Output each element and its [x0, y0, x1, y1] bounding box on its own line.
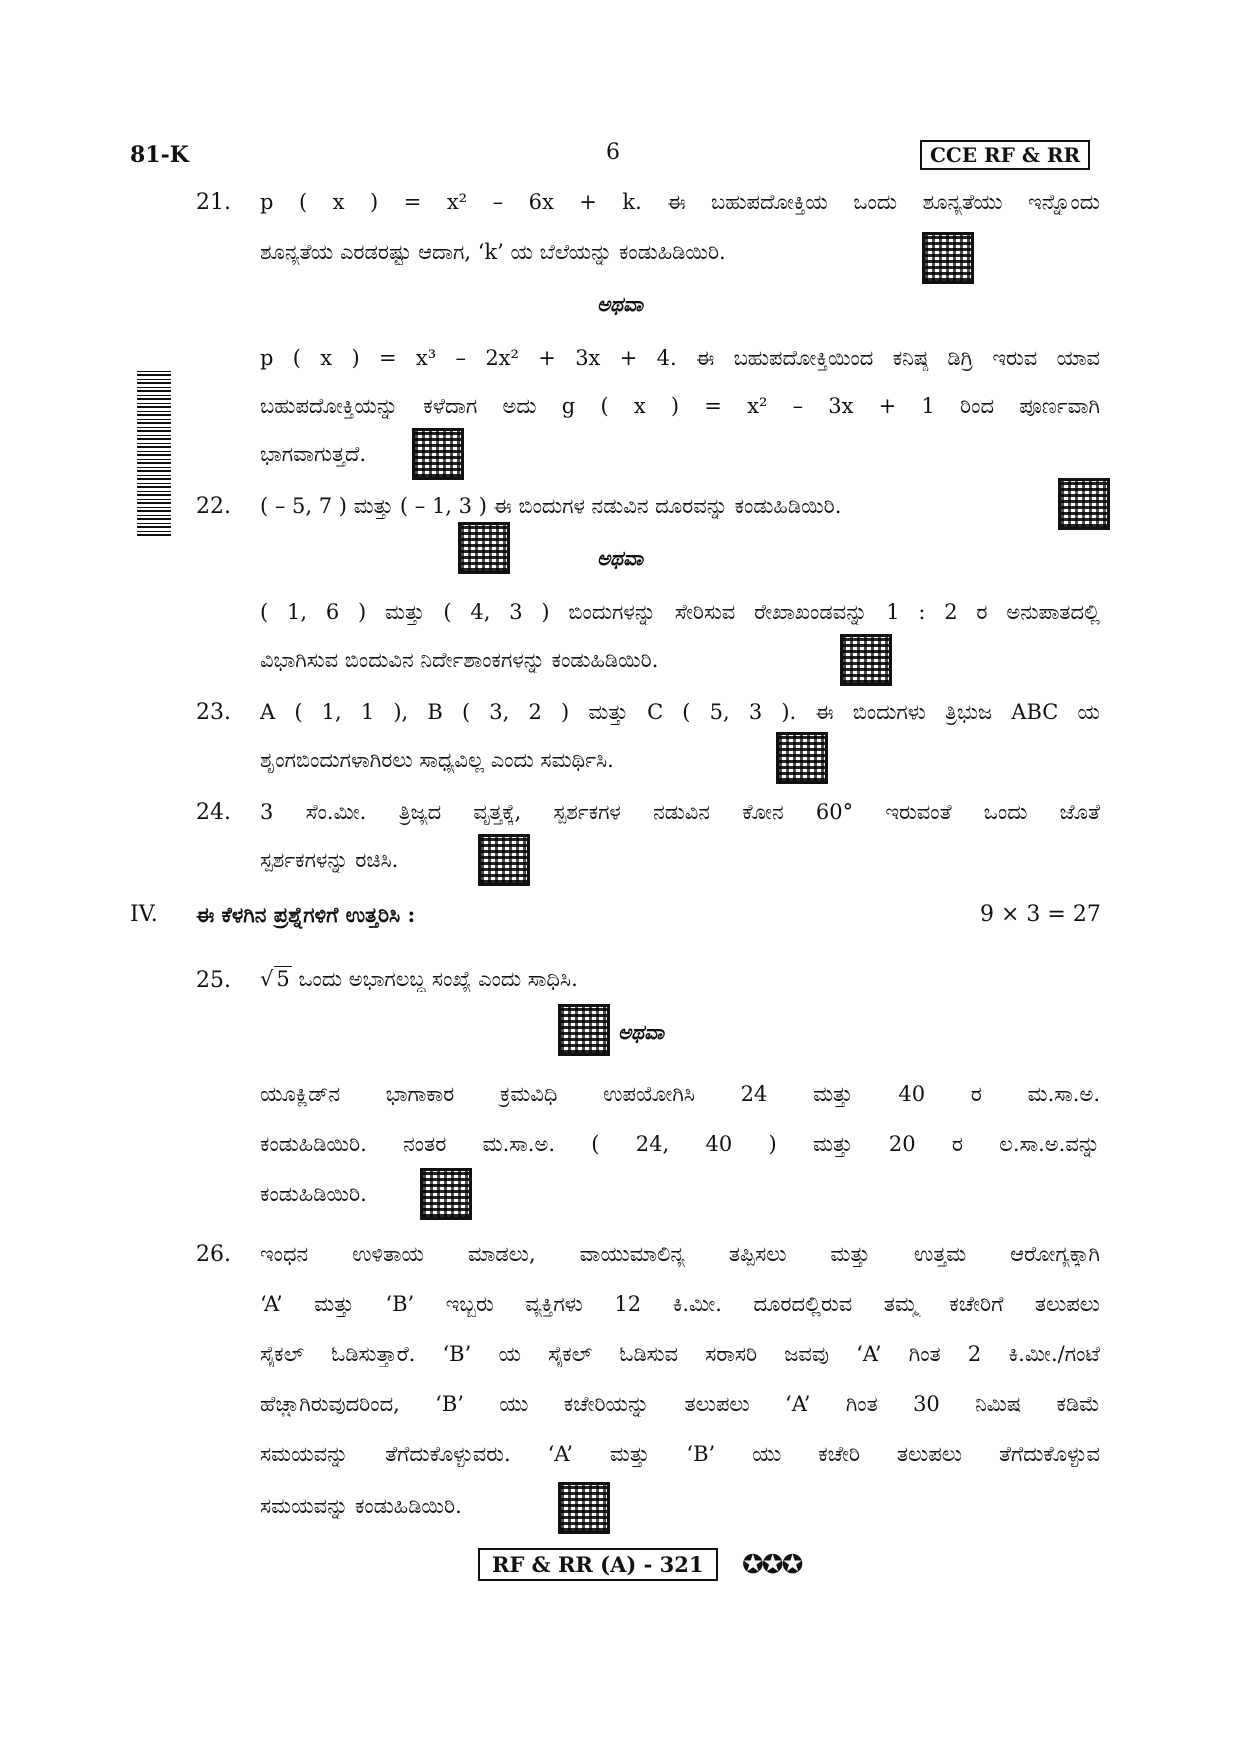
- q21-alt-line3: ಭಾಗವಾಗುತ್ತದೆ.: [260, 442, 367, 466]
- q22-line1: ( – 5, 7 ) ಮತ್ತು ( – 1, 3 ) ಈ ಬಿಂದುಗಳ ನಡುವಿನ ದೂರವನ್ನು ಕಂಡುಹಿಡಿಯಿರಿ.: [260, 494, 842, 518]
- q21-alt-line1: p ( x ) = x³ – 2x² + 3x + 4. ಈ ಬಹುಪದೋಕ್ತಿಯಿಂದ ಕನಿಷ್ಠ ಡಿಗ್ರಿ ಇರುವ ಯಾವ: [260, 346, 1100, 370]
- q26-number: 26.: [196, 1242, 231, 1267]
- qr-code-icon: [922, 232, 974, 284]
- q22-number: 22.: [196, 494, 231, 519]
- section-title: ಈ ಕೆಳಗಿನ ಪ್ರಶ್ನೆಗಳಿಗೆ ಉತ್ತರಿಸಿ :: [196, 902, 416, 927]
- barcode-icon: [137, 368, 171, 536]
- section-marks: 9 × 3 = 27: [980, 902, 1101, 927]
- page-number: 6: [606, 140, 620, 165]
- q25-radicand: 5: [276, 967, 290, 991]
- q26-line6: ಸಮಯವನ್ನು ಕಂಡುಹಿಡಿಯಿರಿ.: [260, 1494, 462, 1518]
- q25-number: 25.: [196, 968, 231, 993]
- qr-code-icon: [776, 732, 828, 784]
- q25-text: ಒಂದು ಅಭಾಗಲಬ್ಧ ಸಂಖ್ಯೆ ಎಂದು ಸಾಧಿಸಿ.: [291, 967, 578, 991]
- q21-line2: ಶೂನ್ಯತೆಯ ಎರಡರಷ್ಟು ಆದಾಗ, ‘k’ ಯ ಬೆಲೆಯನ್ನು ಕಂಡುಹಿಡಿಯಿರಿ.: [260, 240, 726, 264]
- footer-stars: ✪✪✪: [742, 1550, 802, 1580]
- qr-code-icon: [558, 1004, 610, 1056]
- q22-alt-line2: ವಿಭಾಗಿಸುವ ಬಿಂದುವಿನ ನಿರ್ದೇಶಾಂಕಗಳನ್ನು ಕಂಡುಹಿಡಿಯಿರಿ.: [260, 648, 659, 672]
- qr-code-icon: [458, 522, 510, 574]
- q24-line2: ಸ್ಪರ್ಶಕಗಳನ್ನು ರಚಿಸಿ.: [260, 848, 399, 872]
- q26-line2: ‘A’ ಮತ್ತು ‘B’ ಇಬ್ಬರು ವ್ಯಕ್ತಿಗಳು 12 ಕಿ.ಮೀ. ದೂರದಲ್ಲಿರುವ ತಮ್ಮ ಕಚೇರಿಗೆ ತಲುಪಲು: [260, 1292, 1100, 1316]
- q25-alt-line2: ಕಂಡುಹಿಡಿಯಿರಿ. ನಂತರ ಮ.ಸಾ.ಅ. ( 24, 40 ) ಮತ್ತು 20 ರ ಲ.ಸಾ.ಅ.ವನ್ನು: [260, 1132, 1100, 1156]
- q25-alt-line1: ಯೂಕ್ಲಿಡ್‌ನ ಭಾಗಾಕಾರ ಕ್ರಮವಿಧಿ ಉಪಯೋಗಿಸಿ 24 ಮತ್ತು 40 ರ ಮ.ಸಾ.ಅ.: [260, 1082, 1100, 1106]
- series-box: CCE RF & RR: [920, 140, 1090, 170]
- q23-line1: A ( 1, 1 ), B ( 3, 2 ) ಮತ್ತು C ( 5, 3 ). ಈ ಬಿಂದುಗಳು ತ್ರಿಭುಜ ABC ಯ: [260, 700, 1100, 724]
- q26-line3: ಸೈಕಲ್ ಓಡಿಸುತ್ತಾರೆ. ‘B’ ಯ ಸೈಕಲ್ ಓಡಿಸುವ ಸರಾಸರಿ ಜವವು ‘A’ ಗಿಂತ 2 ಕಿ.ಮೀ./ಗಂಟೆ: [260, 1342, 1100, 1366]
- paper-code: 81-K: [130, 142, 189, 168]
- q24-line1: 3 ಸೆಂ.ಮೀ. ತ್ರಿಜ್ಯದ ವೃತ್ತಕ್ಕೆ, ಸ್ಪರ್ಶಕಗಳ ನಡುವಿನ ಕೋನ 60° ಇರುವಂತೆ ಒಂದು ಜೊತೆ: [260, 800, 1100, 824]
- qr-code-icon: [1058, 478, 1110, 530]
- sqrt-symbol: √: [260, 967, 274, 991]
- q22-alt-line1: ( 1, 6 ) ಮತ್ತು ( 4, 3 ) ಬಿಂದುಗಳನ್ನು ಸೇರಿಸುವ ರೇಖಾಖಂಡವನ್ನು 1 : 2 ರ ಅನುಪಾತದಲ್ಲಿ: [260, 600, 1100, 624]
- qr-code-icon: [420, 1168, 472, 1220]
- q25-or: ಅಥವಾ: [618, 1020, 664, 1044]
- q21-alt-line2: ಬಹುಪದೋಕ್ತಿಯನ್ನು ಕಳೆದಾಗ ಅದು g ( x ) = x² – 3x + 1 ರಿಂದ ಪೂರ್ಣವಾಗಿ: [260, 394, 1100, 418]
- q23-line2: ಶೃಂಗಬಿಂದುಗಳಾಗಿರಲು ಸಾಧ್ಯವಿಲ್ಲ ಎಂದು ಸಮರ್ಥಿಸಿ.: [260, 748, 614, 772]
- q25-line1: [260, 966, 780, 992]
- q23-number: 23.: [196, 700, 231, 725]
- q21-line1: p ( x ) = x² – 6x + k. ಈ ಬಹುಪದೋಕ್ತಿಯ ಒಂದು ಶೂನ್ಯತೆಯು ಇನ್ನೊಂದು: [260, 190, 1100, 214]
- q26-line1: ಇಂಧನ ಉಳಿತಾಯ ಮಾಡಲು, ವಾಯುಮಾಲಿನ್ಯ ತಪ್ಪಿಸಲು ಮತ್ತು ಉತ್ತಮ ಆರೋಗ್ಯಕ್ಕಾಗಿ: [260, 1242, 1100, 1266]
- footer-code: RF & RR (A) - 321: [478, 1548, 718, 1581]
- q21-or: ಅಥವಾ: [597, 292, 643, 316]
- section-number: IV.: [130, 902, 158, 927]
- q26-line5: ಸಮಯವನ್ನು ತೆಗೆದುಕೊಳ್ಳುವರು. ‘A’ ಮತ್ತು ‘B’ ಯು ಕಚೇರಿ ತಲುಪಲು ತೆಗೆದುಕೊಳ್ಳುವ: [260, 1442, 1100, 1466]
- q26-line4: ಹೆಚ್ಚಾಗಿರುವುದರಿಂದ, ‘B’ ಯು ಕಚೇರಿಯನ್ನು ತಲುಪಲು ‘A’ ಗಿಂತ 30 ನಿಮಿಷ ಕಡಿಮೆ: [260, 1392, 1100, 1416]
- qr-code-icon: [840, 634, 892, 686]
- qr-code-icon: [412, 428, 464, 480]
- q21-number: 21.: [196, 190, 231, 215]
- qr-code-icon: [558, 1482, 610, 1534]
- q25-alt-line3: ಕಂಡುಹಿಡಿಯಿರಿ.: [260, 1182, 367, 1206]
- q22-or: ಅಥವಾ: [597, 546, 643, 570]
- qr-code-icon: [478, 834, 530, 886]
- q24-number: 24.: [196, 800, 231, 825]
